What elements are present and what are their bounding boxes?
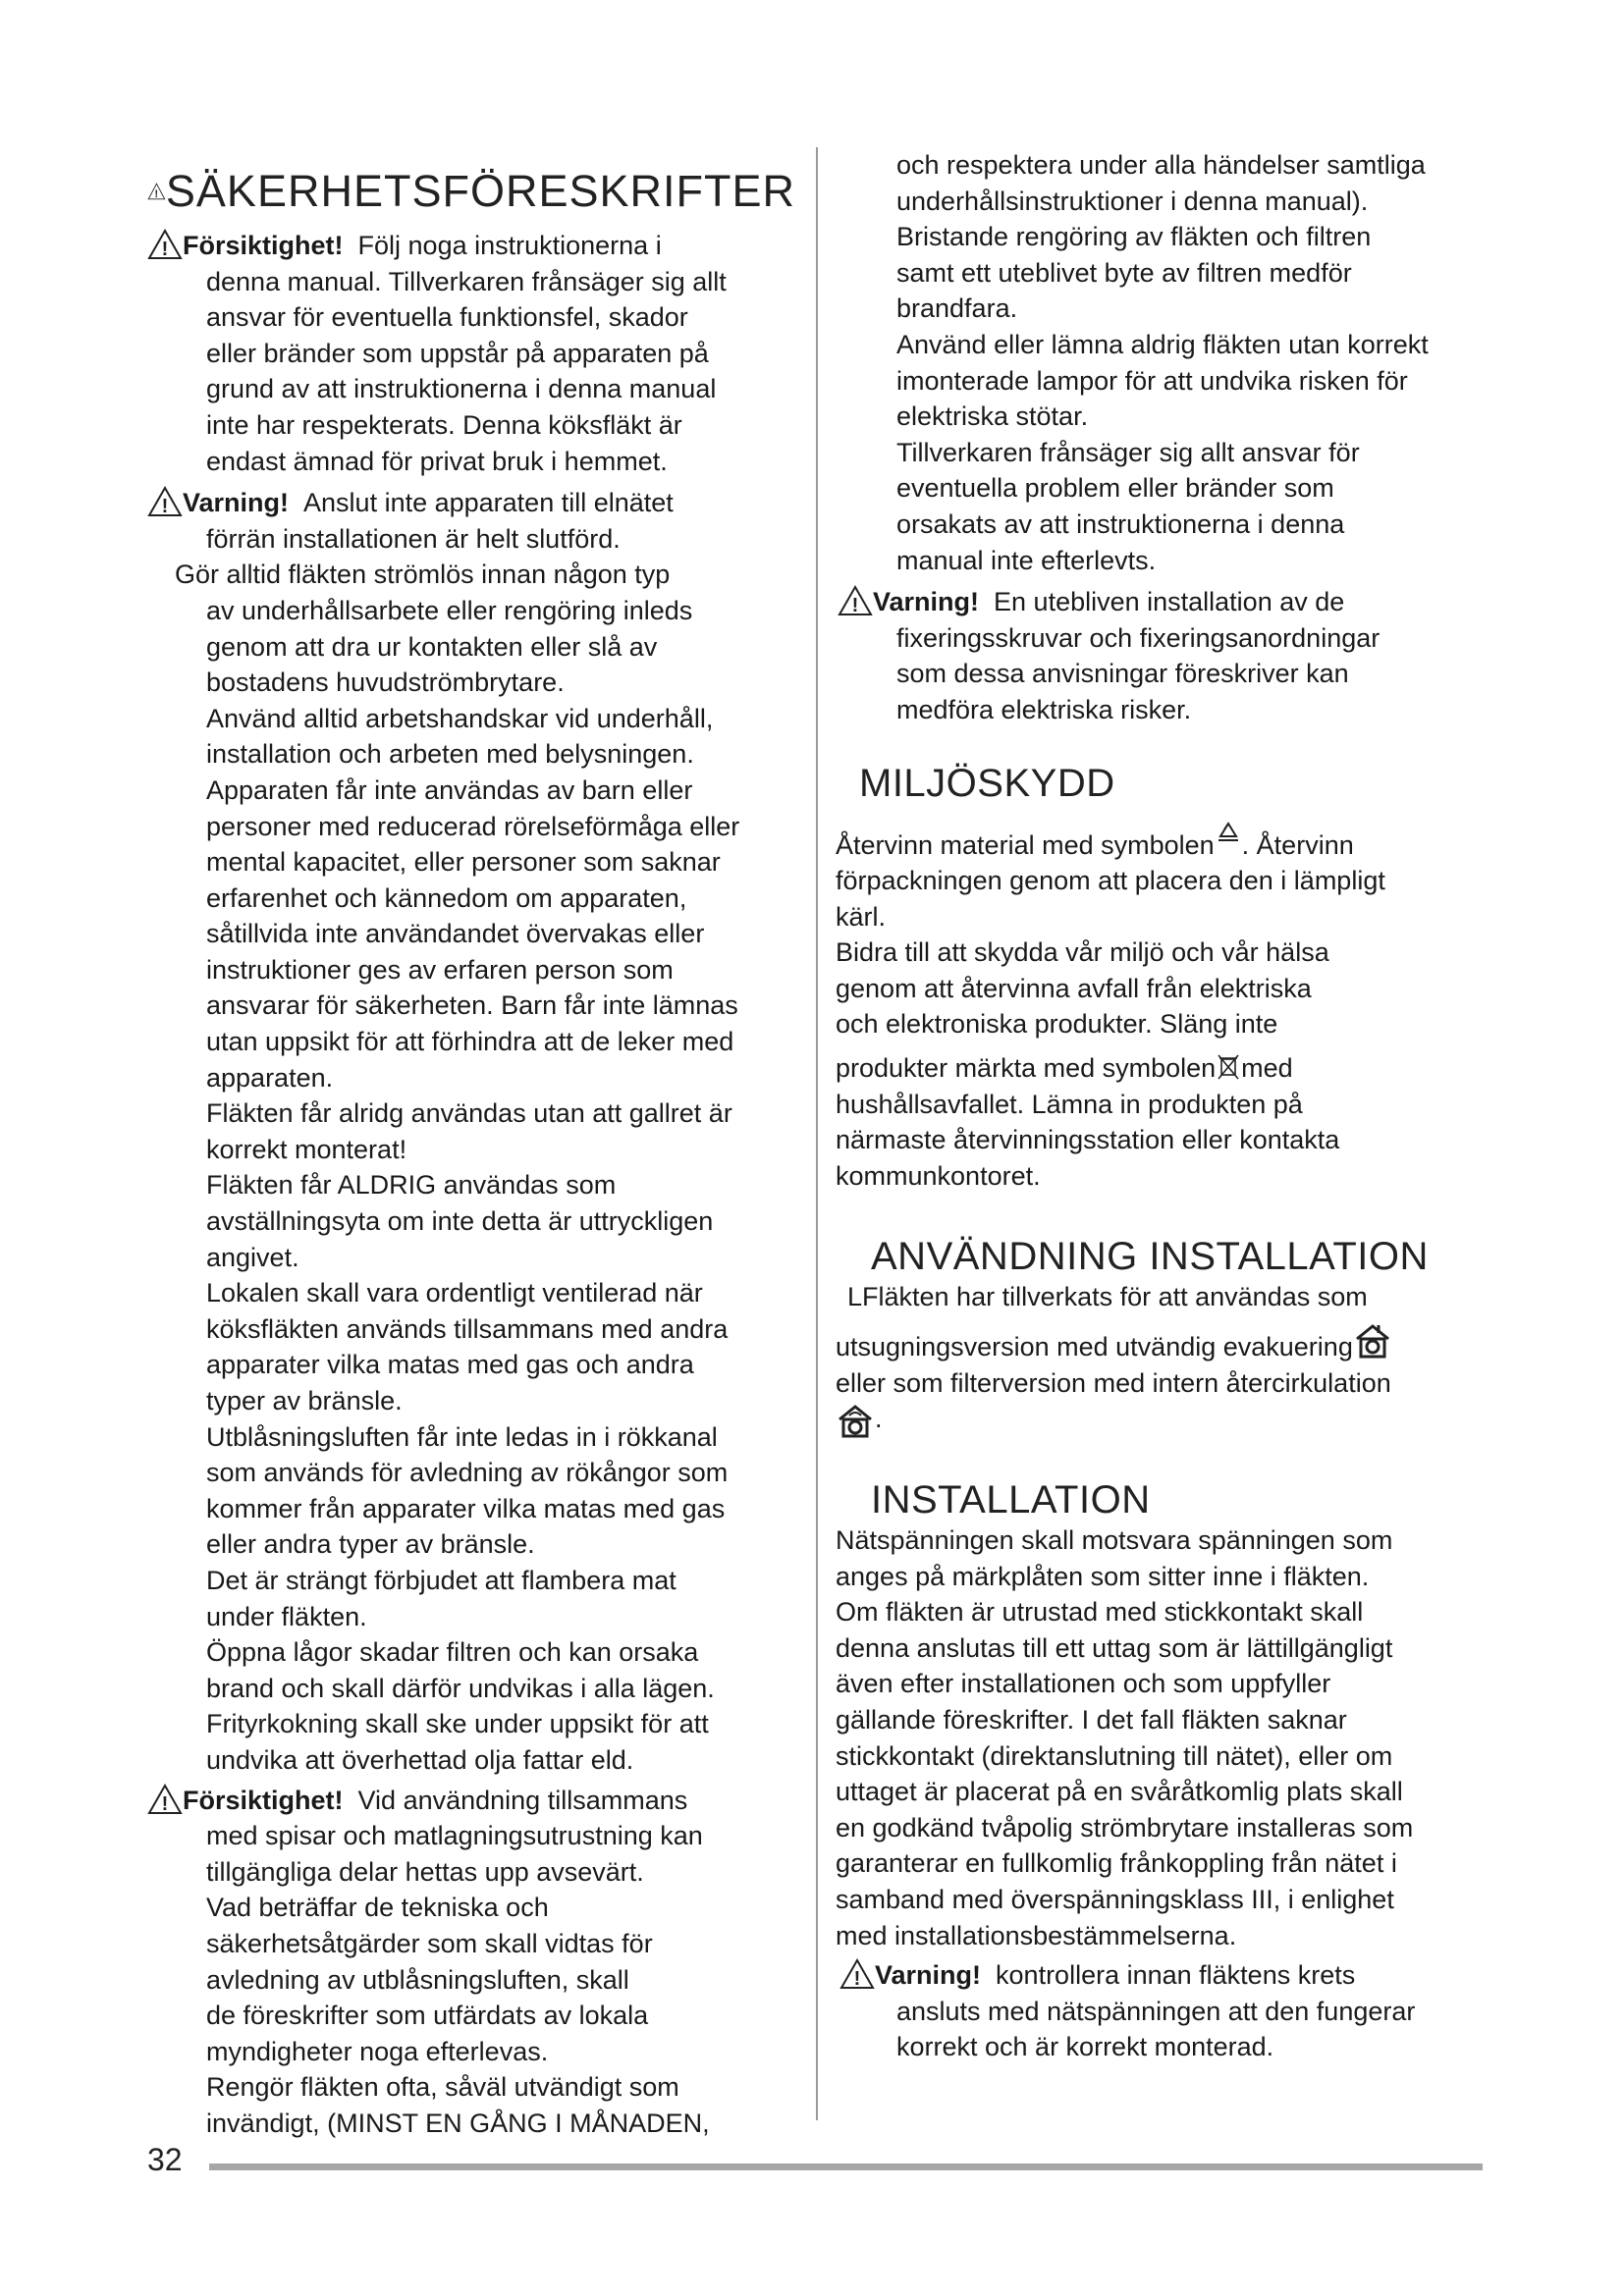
- text-line: som dessa anvisningar föreskriver kan: [896, 659, 1349, 689]
- text-line: kommer från apparater vilka matas med gas: [206, 1493, 726, 1523]
- text-line: gällande föreskrifter. I det fall fläkten saknar: [836, 1705, 1347, 1735]
- text-line: som används för avledning av rökångor som: [206, 1458, 729, 1488]
- text-line: inte har respekterats. Denna köksfläkt är: [206, 409, 682, 440]
- text-segment: produkter märkta med symbolen: [836, 1053, 1217, 1084]
- warning-block-3: [830, 1957, 1483, 1994]
- text-line: uttaget är placerat på en svåråtkomlig plats skall: [836, 1777, 1403, 1807]
- text-line: LFläkten har tillverkats för att användas som: [847, 1282, 1368, 1312]
- text-line: stickkontakt (direktanslutning till nätet), eller om: [836, 1740, 1393, 1771]
- miljoskydd-body: [830, 828, 1483, 1195]
- text-line: ansluts med nätspänningen att den fungerar: [896, 1996, 1416, 2026]
- text-line: köksfläkten används tillsammans med andra: [206, 1313, 729, 1344]
- caution-block-2: [147, 1783, 795, 1819]
- text-line: Lokalen skall vara ordentligt ventilerad när: [206, 1278, 703, 1308]
- text-line: med installationsbestämmelserna.: [836, 1920, 1237, 1950]
- text-line: brand och skall därför undvikas i alla lägen.: [206, 1673, 715, 1703]
- recirculation-mode-icon: [836, 1402, 875, 1439]
- text-line: Öppna lågor skadar filtren och kan orsaka: [206, 1637, 699, 1668]
- text-line: genom att dra ur kontakten eller slå av: [206, 631, 658, 662]
- installation-body: [830, 1522, 1483, 1953]
- warning-label: Varning!: [873, 587, 980, 617]
- text-line: Använd eller lämna aldrig fläkten utan korrekt: [896, 329, 1429, 359]
- text-line: mental kapacitet, eller personer som saknar: [206, 847, 721, 878]
- text-line: förrän installationen är helt slutförd.: [206, 523, 621, 554]
- text-line: brandfara.: [896, 294, 1018, 324]
- text-line: de föreskrifter som utfärdats av lokala: [206, 2001, 649, 2031]
- warning-label: Varning!: [183, 488, 290, 518]
- svg-text:!: !: [853, 1968, 861, 1991]
- caution-text: Följ noga instruktionerna i: [357, 231, 662, 260]
- text-line: korrekt och är korrekt monterad.: [896, 2032, 1274, 2062]
- text-line: Fläkten får ALDRIG användas som: [206, 1170, 617, 1201]
- page-title-text: SÄKERHETSFÖRESKRIFTER: [165, 166, 795, 216]
- text-line: instruktioner ges av erfaren person som: [206, 954, 674, 985]
- text-line: samband med överspänningsklass III, i enlighet: [836, 1885, 1394, 1915]
- text-line: eventuella problem eller bränder som: [896, 473, 1334, 504]
- text-segment: . Återvinn: [1241, 829, 1354, 860]
- warning-block-1: [147, 485, 795, 521]
- text-line: och respektera under alla händelser samtliga: [896, 150, 1426, 180]
- svg-text:!: !: [851, 595, 859, 617]
- text-line: av underhållsarbete eller rengöring inleds: [206, 595, 693, 625]
- text-line: endast ämnad för privat bruk i hemmet.: [206, 446, 668, 476]
- text-line: Vad beträffar de tekniska och: [206, 1893, 549, 1923]
- text-line: undvika att överhettad olja fattar eld.: [206, 1744, 634, 1775]
- caution-1-body: [147, 264, 795, 480]
- text-line: med spisar och matlagningsutrustning kan: [206, 1821, 703, 1851]
- text-line: [836, 1329, 1483, 1365]
- text-line: och elektroniska produkter. Släng inte: [836, 1009, 1278, 1040]
- text-line: Utblåsningsluften får inte ledas in i rökkanal: [206, 1421, 718, 1452]
- warning-text: kontrollera innan fläktens krets: [996, 1960, 1356, 1991]
- warning-triangle-icon: [147, 1783, 183, 1816]
- text-line: ansvarar för säkerheten. Barn får inte lämnas: [206, 990, 738, 1021]
- text-line: avställningsyta om inte detta är uttryckligen: [206, 1206, 714, 1237]
- warning-block-2: [830, 584, 1483, 620]
- text-line: personer med reducerad rörelseförmåga eller: [206, 811, 740, 841]
- caution-text: Vid användning tillsammans: [357, 1785, 688, 1815]
- text-line: elektriska stötar.: [896, 401, 1089, 432]
- warning-triangle-icon: [839, 1957, 875, 1991]
- text-line: korrekt monterat!: [206, 1134, 407, 1164]
- text-line: eller bränder som uppstår på apparaten på: [206, 338, 709, 368]
- safety-body: [147, 593, 795, 1779]
- text-line: erfarenhet och kännedom om apparaten,: [206, 882, 687, 913]
- text-segment: .: [875, 1404, 883, 1434]
- section-title-anvandning: ANVÄNDNING INSTALLATION: [871, 1235, 1429, 1279]
- text-line: kommunkontoret.: [836, 1160, 1041, 1191]
- text-line: grund av att instruktionerna i denna manual: [206, 374, 717, 404]
- text-line: eller som filterversion med intern återcirkulation: [836, 1367, 1391, 1398]
- text-line: hushållsavfallet. Lämna in produkten på: [836, 1089, 1303, 1119]
- text-line: kärl.: [836, 901, 887, 932]
- recycle-icon: [1215, 821, 1242, 850]
- text-line: Tillverkaren frånsäger sig allt ansvar för: [896, 437, 1360, 467]
- warning-label: Varning!: [875, 1960, 982, 1991]
- text-line: [836, 828, 1483, 864]
- text-line: denna manual. Tillverkaren frånsäger sig allt: [206, 266, 727, 296]
- left-column: [147, 157, 795, 2141]
- text-line: såtillvida inte användandet övervakas eller: [206, 919, 705, 949]
- warning-triangle-icon: [147, 228, 183, 261]
- text-line: Apparaten får inte användas av barn eller: [206, 774, 693, 805]
- caution-2-body: [147, 1818, 795, 2141]
- text-line: närmaste återvinningsstation eller kontakta: [836, 1125, 1340, 1155]
- section-title-installation: INSTALLATION: [871, 1478, 1151, 1522]
- warning-triangle-icon: [838, 584, 873, 617]
- extraction-mode-icon: [1353, 1321, 1392, 1361]
- warning-triangle-icon: [147, 485, 183, 518]
- text-line: förpackningen genom att placera den i lämpligt: [836, 866, 1385, 896]
- text-line: apparater vilka matas med gas och andra: [206, 1350, 694, 1380]
- warning-text: Anslut inte apparaten till elnätet: [303, 488, 674, 518]
- text-line: underhållsinstruktioner i denna manual).: [896, 186, 1369, 216]
- text-line: bostadens huvudströmbrytare.: [206, 667, 565, 698]
- text-line: medföra elektriska risker.: [896, 694, 1192, 724]
- page-number: 32: [147, 2142, 183, 2177]
- text-line: typer av bränsle.: [206, 1386, 403, 1415]
- text-line: installation och arbeten med belysningen.: [206, 739, 694, 770]
- text-line: apparaten.: [206, 1062, 334, 1093]
- text-line: utan uppsikt för att förhindra att de leker med: [206, 1027, 734, 1057]
- crossed-bin-icon: [1216, 1051, 1241, 1081]
- text-line: Frityrkokning skall ske under uppsikt för att: [206, 1709, 709, 1739]
- caution-label: Försiktighet!: [183, 231, 344, 260]
- text-line: Använd alltid arbetshandskar vid underhåll,: [206, 703, 714, 733]
- text-line: [836, 1401, 1483, 1439]
- svg-text:!: !: [161, 496, 169, 518]
- text-line: invändigt, (MINST EN GÅNG I MÅNADEN,: [206, 2108, 710, 2138]
- text-line: orsakats av att instruktionerna i denna: [896, 508, 1345, 539]
- text-line: tillgängliga delar hettas upp avsevärt.: [206, 1856, 644, 1887]
- text-line: garanterar en fullkomlig frånkoppling från nätet i: [836, 1848, 1397, 1879]
- text-line: även efter installationen och som uppfyller: [836, 1669, 1331, 1699]
- column-divider: [816, 147, 818, 2120]
- text-line: Fläkten får alridg användas utan att gallret är: [206, 1098, 732, 1129]
- text-line: under fläkten.: [206, 1601, 367, 1631]
- text-line: [836, 1050, 1483, 1087]
- text-line: avledning av utblåsningsluften, skall: [206, 1964, 629, 1995]
- text-line: genom att återvinna avfall från elektriska: [836, 973, 1312, 1003]
- svg-text:!: !: [161, 1792, 169, 1815]
- footer-rule: [209, 2163, 1483, 2170]
- text-line: Bidra till att skydda vår miljö och vår hälsa: [836, 937, 1329, 968]
- text-line: Gör alltid fläkten strömlös innan någon typ: [175, 560, 671, 590]
- caution-block-1: [147, 228, 795, 264]
- text-line: säkerhetsåtgärder som skall vidtas för: [206, 1928, 653, 1958]
- text-line: denna anslutas till ett uttag som är lättillgängligt: [836, 1632, 1393, 1663]
- warning-triangle-icon: [147, 169, 166, 214]
- anvandning-body: [830, 1279, 1483, 1439]
- text-line: ansvar för eventuella funktionsfel, skador: [206, 302, 688, 333]
- text-line: fixeringsskruvar och fixeringsanordningar: [896, 622, 1380, 653]
- text-line: samt ett uteblivet byte av filtren medför: [896, 257, 1352, 288]
- warning-text: En utebliven installation av de: [994, 587, 1345, 617]
- text-segment: med: [1241, 1053, 1293, 1084]
- caution-label: Försiktighet!: [183, 1785, 344, 1815]
- text-line: en godkänd tvåpolig strömbrytare installeras som: [836, 1812, 1414, 1842]
- text-line: Det är strängt förbjudet att flambera mat: [206, 1565, 677, 1595]
- text-line: imonterade lampor för att undvika risken för: [896, 365, 1408, 396]
- continued-text: [830, 147, 1483, 578]
- section-title-miljoskydd: MILJÖSKYDD: [859, 761, 1115, 805]
- text-line: manual inte efterlevts.: [896, 545, 1157, 575]
- text-line: angivet.: [206, 1242, 299, 1272]
- text-segment: Återvinn material med symbolen: [836, 829, 1215, 860]
- right-column: [830, 147, 1483, 2065]
- text-line: anges på märkplåten som sitter inne i fläkten.: [836, 1561, 1370, 1591]
- text-line: Nätspänningen skall motsvara spänningen som: [836, 1525, 1393, 1556]
- text-line: myndigheter noga efterlevas.: [206, 2036, 549, 2066]
- text-line: Rengör fläkten ofta, såväl utvändigt som: [206, 2072, 679, 2103]
- text-segment: utsugningsversion med utvändig evakuering: [836, 1332, 1353, 1362]
- page-title: [147, 157, 795, 226]
- text-line: Om fläkten är utrustad med stickkontakt skall: [836, 1597, 1364, 1628]
- text-line: Bristande rengöring av fläkten och filtren: [896, 222, 1372, 252]
- svg-text:!: !: [161, 239, 169, 260]
- text-line: eller andra typer av bränsle.: [206, 1529, 535, 1560]
- svg-text:!: !: [154, 187, 159, 200]
